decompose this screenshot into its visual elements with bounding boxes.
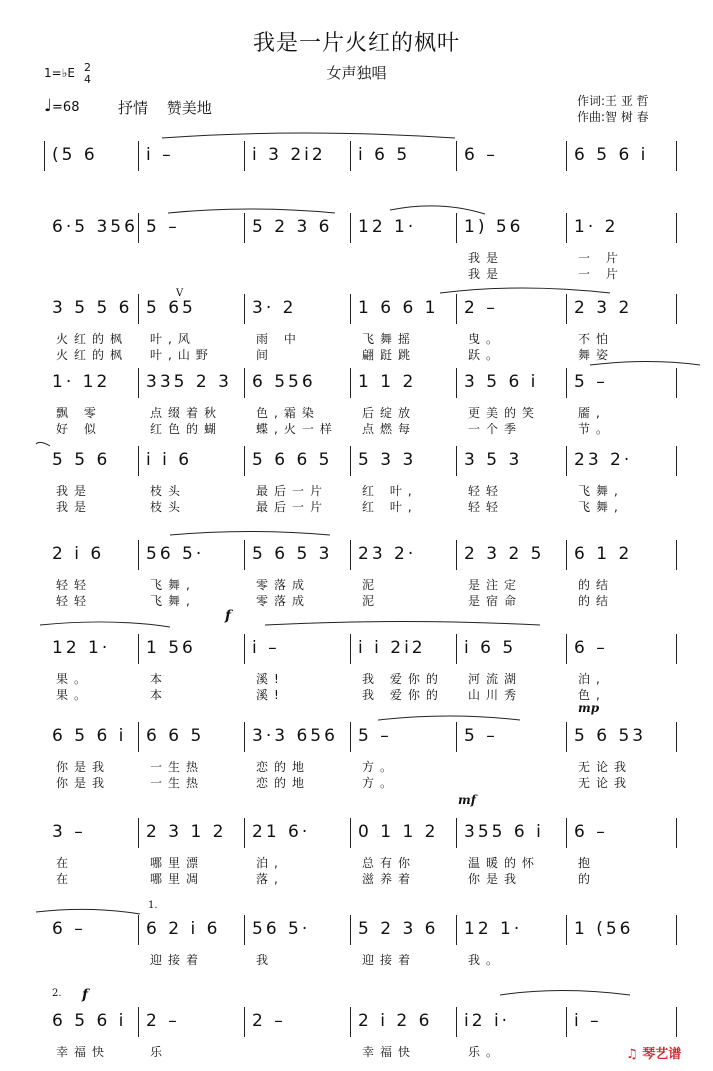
barline	[456, 540, 457, 570]
lyric-verse-1: 溪!	[256, 672, 285, 686]
lyric-verse-1: 红 叶,	[362, 484, 418, 498]
lyric-verse-1: 迎接着	[150, 953, 205, 967]
barline	[350, 368, 351, 398]
barline	[350, 294, 351, 324]
measure-notes: 23 2·	[574, 450, 633, 470]
measure-notes: i 3 2i2	[252, 145, 326, 165]
lyric-verse-2: 最后一片	[256, 500, 329, 514]
barline	[350, 722, 351, 752]
barline	[138, 722, 139, 752]
barline	[676, 141, 677, 171]
barline	[456, 141, 457, 171]
lyric-verse-1: 哪里漂	[150, 856, 205, 870]
measure-notes: 6 5 6 i	[52, 726, 127, 746]
measure-notes: i –	[574, 1011, 602, 1031]
measure-notes: 5 6 53	[574, 726, 647, 746]
measure-notes: i –	[252, 638, 280, 658]
lyric-verse-1: 我是	[56, 484, 93, 498]
lyric-verse-2: 轻轻	[56, 594, 93, 608]
lyric-verse-1: 叶,风	[150, 332, 196, 346]
dynamic-mp: mp	[578, 701, 600, 715]
song-title: 我是一片火红的枫叶	[252, 31, 460, 56]
lyric-verse-2: 轻轻	[468, 500, 505, 514]
barline	[456, 722, 457, 752]
measure-notes: 5 5 6	[52, 450, 111, 470]
composer: 作曲:智 树 春	[577, 110, 649, 124]
measure-notes: 2 i 6	[52, 544, 105, 564]
lyric-verse-2: 跃。	[468, 348, 505, 362]
measure-notes: i i 2i2	[358, 638, 426, 658]
measure-notes: 1 56	[146, 638, 196, 658]
time-signature	[84, 62, 91, 86]
measure-notes: 3· 2	[252, 298, 297, 318]
lyric-verse-1: 泊,	[256, 856, 284, 870]
lyric-verse-1: 本	[150, 672, 169, 686]
lyric-verse-2: 翩跹跳	[362, 348, 417, 362]
barline	[244, 213, 245, 243]
lyric-verse-2: 哪里凋	[150, 872, 205, 886]
measure-notes: 5 2 3 6	[358, 919, 439, 939]
measure-notes: 5 65	[146, 298, 196, 318]
barline	[244, 915, 245, 945]
lyric-verse-2: 滋养着	[362, 872, 417, 886]
measure-notes: i 6 5	[358, 145, 411, 165]
measure-notes: 5 2 3 6	[252, 217, 333, 237]
measure-notes: 12 1·	[358, 217, 417, 237]
measure-notes: 5 –	[574, 372, 608, 392]
measure-notes: 1 1 2	[358, 372, 417, 392]
barline	[138, 294, 139, 324]
expression-marking: 抒情 赞美地	[118, 99, 212, 117]
barline	[350, 915, 351, 945]
barline	[456, 818, 457, 848]
barline	[566, 1007, 567, 1037]
barline	[138, 1007, 139, 1037]
measure-notes: 3 –	[52, 822, 86, 842]
measure-notes: 2 –	[146, 1011, 180, 1031]
barline	[244, 634, 245, 664]
lyric-verse-2: 好 似	[56, 422, 102, 436]
measure-notes: 5 3 3	[358, 450, 417, 470]
measure-notes: 1) 56	[464, 217, 524, 237]
barline	[566, 915, 567, 945]
barline	[676, 634, 677, 664]
measure-notes: 2 –	[252, 1011, 286, 1031]
lyric-verse-2: 红 叶,	[362, 500, 418, 514]
barline	[566, 446, 567, 476]
lyric-verse-2: 我是	[56, 500, 93, 514]
lyric-verse-2: 叶,山野	[150, 348, 214, 362]
measure-notes: 3 5 3	[464, 450, 523, 470]
barline	[676, 818, 677, 848]
barline	[138, 446, 139, 476]
lyric-verse-1: 轻轻	[468, 484, 505, 498]
barline	[676, 213, 677, 243]
measure-notes: 3 5 6 i	[464, 372, 539, 392]
barline	[566, 294, 567, 324]
barline	[456, 213, 457, 243]
lyric-verse-1: 最后一片	[256, 484, 329, 498]
lyric-verse-1: 一 片	[578, 251, 624, 265]
measure-notes: 2 3 2 5	[464, 544, 545, 564]
lyric-verse-2: 火红的枫	[56, 348, 129, 362]
barline	[350, 141, 351, 171]
lyric-verse-1: 是注定	[468, 578, 523, 592]
barline	[244, 722, 245, 752]
barline	[566, 722, 567, 752]
lyric-verse-1: 飞舞,	[150, 578, 196, 592]
lyric-verse-2: 一个季	[468, 422, 523, 436]
volta-first: 1.	[148, 900, 158, 911]
barline	[244, 141, 245, 171]
lyric-verse-2: 零落成	[256, 594, 311, 608]
barline	[566, 368, 567, 398]
measure-notes: 6 –	[464, 145, 498, 165]
key-label: 1=♭E	[44, 66, 75, 80]
song-subtitle: 女声独唱	[326, 64, 387, 82]
lyric-verse-2: 的	[578, 872, 597, 886]
lyric-verse-2: 蝶,火一样	[256, 422, 338, 436]
barline	[456, 294, 457, 324]
barline	[138, 213, 139, 243]
barline	[244, 818, 245, 848]
logo-text: 琴艺谱	[642, 1047, 682, 1062]
lyric-verse-1: 的结	[578, 578, 615, 592]
lyric-verse-1: 乐	[150, 1045, 169, 1059]
lyric-verse-2: 山川秀	[468, 688, 523, 702]
barline	[44, 141, 45, 171]
lyric-verse-1: 飞舞摇	[362, 332, 417, 346]
lyric-verse-2: 间	[256, 348, 275, 362]
logo-icon: ♫	[626, 1047, 638, 1062]
lyric-verse-2: 在	[56, 872, 75, 886]
barline	[350, 818, 351, 848]
measure-notes: 21 6·	[252, 822, 311, 842]
measure-notes: 1· 12	[52, 372, 111, 392]
lyric-verse-2: 节。	[578, 422, 615, 436]
lyric-verse-2: 舞姿	[578, 348, 615, 362]
lyric-verse-1: 后绽放	[362, 406, 417, 420]
credits	[577, 93, 649, 125]
lyric-verse-2: 色,	[578, 688, 606, 702]
time-bottom: 4	[84, 73, 91, 86]
lyric-verse-2: 我是	[468, 267, 505, 281]
measure-notes: 2 i 2 6	[358, 1011, 433, 1031]
measure-notes: 5 –	[358, 726, 392, 746]
lyric-verse-2: 落,	[256, 872, 284, 886]
barline	[350, 1007, 351, 1037]
lyric-verse-1: 迎接着	[362, 953, 417, 967]
lyric-verse-1: 泊,	[578, 672, 606, 686]
measure-notes: 12 1·	[464, 919, 523, 939]
barline	[566, 818, 567, 848]
barline	[676, 1007, 677, 1037]
lyric-verse-1: 飞舞,	[578, 484, 624, 498]
measure-notes: 6 –	[52, 919, 86, 939]
lyricist: 作词:王 亚 哲	[577, 94, 649, 108]
measure-notes: 56 5·	[146, 544, 205, 564]
barline	[566, 141, 567, 171]
measure-notes: 6 6 5	[146, 726, 205, 746]
measure-notes: 23 2·	[358, 544, 417, 564]
lyric-verse-2: 红色的蝴	[150, 422, 223, 436]
measure-notes: 1 6 6 1	[358, 298, 439, 318]
lyric-verse-1: 雨 中	[256, 332, 302, 346]
lyric-verse-2: 飞舞,	[150, 594, 196, 608]
tempo-marking	[44, 96, 79, 116]
lyric-verse-1: 零落成	[256, 578, 311, 592]
measure-notes: 2 –	[464, 298, 498, 318]
lyric-verse-1: 我。	[468, 953, 505, 967]
barline	[138, 540, 139, 570]
measure-notes: 6 556	[252, 372, 316, 392]
measure-notes: 6 1 2	[574, 544, 633, 564]
measure-notes: 3·3 656	[252, 726, 338, 746]
barline	[676, 915, 677, 945]
barline	[676, 294, 677, 324]
lyric-verse-1: 曳。	[468, 332, 505, 346]
measure-notes: 5 6 5 3	[252, 544, 333, 564]
barline	[676, 722, 677, 752]
measure-notes: 6 –	[574, 822, 608, 842]
lyric-verse-1: 无论我	[578, 760, 633, 774]
lyric-verse-2: 一生热	[150, 776, 205, 790]
lyric-verse-2: 恋的地	[256, 776, 311, 790]
barline	[244, 368, 245, 398]
dynamic-f: f	[225, 608, 232, 624]
lyric-verse-1: 幸福快	[56, 1045, 111, 1059]
lyric-verse-2: 的结	[578, 594, 615, 608]
lyric-verse-2: 本	[150, 688, 169, 702]
barline	[138, 368, 139, 398]
measure-notes: 5 6 6 5	[252, 450, 333, 470]
lyric-verse-2: 你是我	[468, 872, 523, 886]
measure-notes: i –	[146, 145, 174, 165]
lyric-verse-1: 我	[256, 953, 275, 967]
tempo-value: =68	[52, 100, 80, 115]
lyric-verse-2: 一 片	[578, 267, 624, 281]
barline	[676, 368, 677, 398]
measure-notes: 1· 2	[574, 217, 619, 237]
lyric-verse-2: 是宿命	[468, 594, 523, 608]
measure-notes: 1 (56	[574, 919, 634, 939]
measure-notes: 5 –	[146, 217, 180, 237]
measure-notes: 56 5·	[252, 919, 311, 939]
lyric-verse-1: 枝头	[150, 484, 187, 498]
lyric-verse-1: 泥	[362, 578, 381, 592]
barline	[244, 540, 245, 570]
lyric-verse-2: 溪!	[256, 688, 285, 702]
barline	[350, 213, 351, 243]
measure-notes: (5 6	[52, 145, 98, 165]
breath-mark: V	[176, 288, 184, 299]
key-signature	[44, 61, 91, 86]
barline	[244, 1007, 245, 1037]
lyric-verse-1: 总有你	[362, 856, 417, 870]
measure-notes: 335 2 3	[146, 372, 232, 392]
measure-notes: 6 5 6 i	[574, 145, 649, 165]
measure-notes: 3 5 5 6	[52, 298, 133, 318]
measure-notes: 0 1 1 2	[358, 822, 439, 842]
barline	[456, 368, 457, 398]
lyric-verse-2: 泥	[362, 594, 381, 608]
barline	[350, 446, 351, 476]
lyric-verse-2: 无论我	[578, 776, 633, 790]
lyric-verse-1: 一生热	[150, 760, 205, 774]
measure-notes: 12 1·	[52, 638, 111, 658]
barline	[244, 446, 245, 476]
lyric-verse-1: 温暖的怀	[468, 856, 541, 870]
lyric-verse-1: 点缀着秋	[150, 406, 223, 420]
barline	[138, 818, 139, 848]
barline	[138, 915, 139, 945]
lyric-verse-1: 更美的笑	[468, 406, 541, 420]
barline	[456, 446, 457, 476]
site-logo	[626, 1043, 681, 1062]
barline	[566, 634, 567, 664]
barline	[566, 213, 567, 243]
lyric-verse-1: 飘 零	[56, 406, 102, 420]
barline	[456, 1007, 457, 1037]
measure-notes: 6 –	[574, 638, 608, 658]
barline	[350, 540, 351, 570]
barline	[456, 634, 457, 664]
lyric-verse-1: 恋的地	[256, 760, 311, 774]
time-top: 2	[84, 61, 91, 74]
lyric-verse-1: 我是	[468, 251, 505, 265]
lyric-verse-1: 靥,	[578, 406, 606, 420]
lyric-verse-1: 色,霜染	[256, 406, 320, 420]
measure-notes: 5 –	[464, 726, 498, 746]
lyric-verse-2: 方。	[362, 776, 399, 790]
lyric-verse-1: 我 爱你的	[362, 672, 444, 686]
barline	[138, 634, 139, 664]
barline	[244, 294, 245, 324]
measure-notes: i 6 5	[464, 638, 517, 658]
measure-notes: 6 2 i 6	[146, 919, 221, 939]
barline	[138, 141, 139, 171]
volta-second: 2.	[52, 988, 62, 999]
barline	[566, 540, 567, 570]
lyric-verse-2: 枝头	[150, 500, 187, 514]
barline	[350, 634, 351, 664]
dynamic-f-2: f	[82, 987, 89, 1003]
lyric-verse-1: 乐。	[468, 1045, 505, 1059]
barline	[456, 915, 457, 945]
measure-notes: i i 6	[146, 450, 193, 470]
measure-notes: 2 3 1 2	[146, 822, 227, 842]
lyric-verse-1: 方。	[362, 760, 399, 774]
lyric-verse-1: 抱	[578, 856, 597, 870]
lyric-verse-1: 河流湖	[468, 672, 523, 686]
barline	[676, 540, 677, 570]
lyric-verse-2: 我 爱你的	[362, 688, 444, 702]
lyric-verse-1: 在	[56, 856, 75, 870]
measure-notes: 6 5 6 i	[52, 1011, 127, 1031]
barline	[676, 446, 677, 476]
lyric-verse-2: 飞舞,	[578, 500, 624, 514]
measure-notes: 355 6 i	[464, 822, 544, 842]
measure-notes: i2 i·	[464, 1011, 511, 1031]
lyric-verse-1: 你是我	[56, 760, 111, 774]
lyric-verse-1: 不怕	[578, 332, 615, 346]
lyric-verse-1: 轻轻	[56, 578, 93, 592]
lyric-verse-2: 点燃每	[362, 422, 417, 436]
quarter-note-icon: ♩	[44, 96, 53, 116]
measure-notes: 2 3 2	[574, 298, 633, 318]
lyric-verse-2: 你是我	[56, 776, 111, 790]
lyric-verse-1: 果。	[56, 672, 93, 686]
lyric-verse-1: 火红的枫	[56, 332, 129, 346]
measure-notes: 6·5 356	[52, 217, 138, 237]
dynamic-mf: mf	[458, 793, 476, 807]
lyric-verse-2: 果。	[56, 688, 93, 702]
lyric-verse-1: 幸福快	[362, 1045, 417, 1059]
